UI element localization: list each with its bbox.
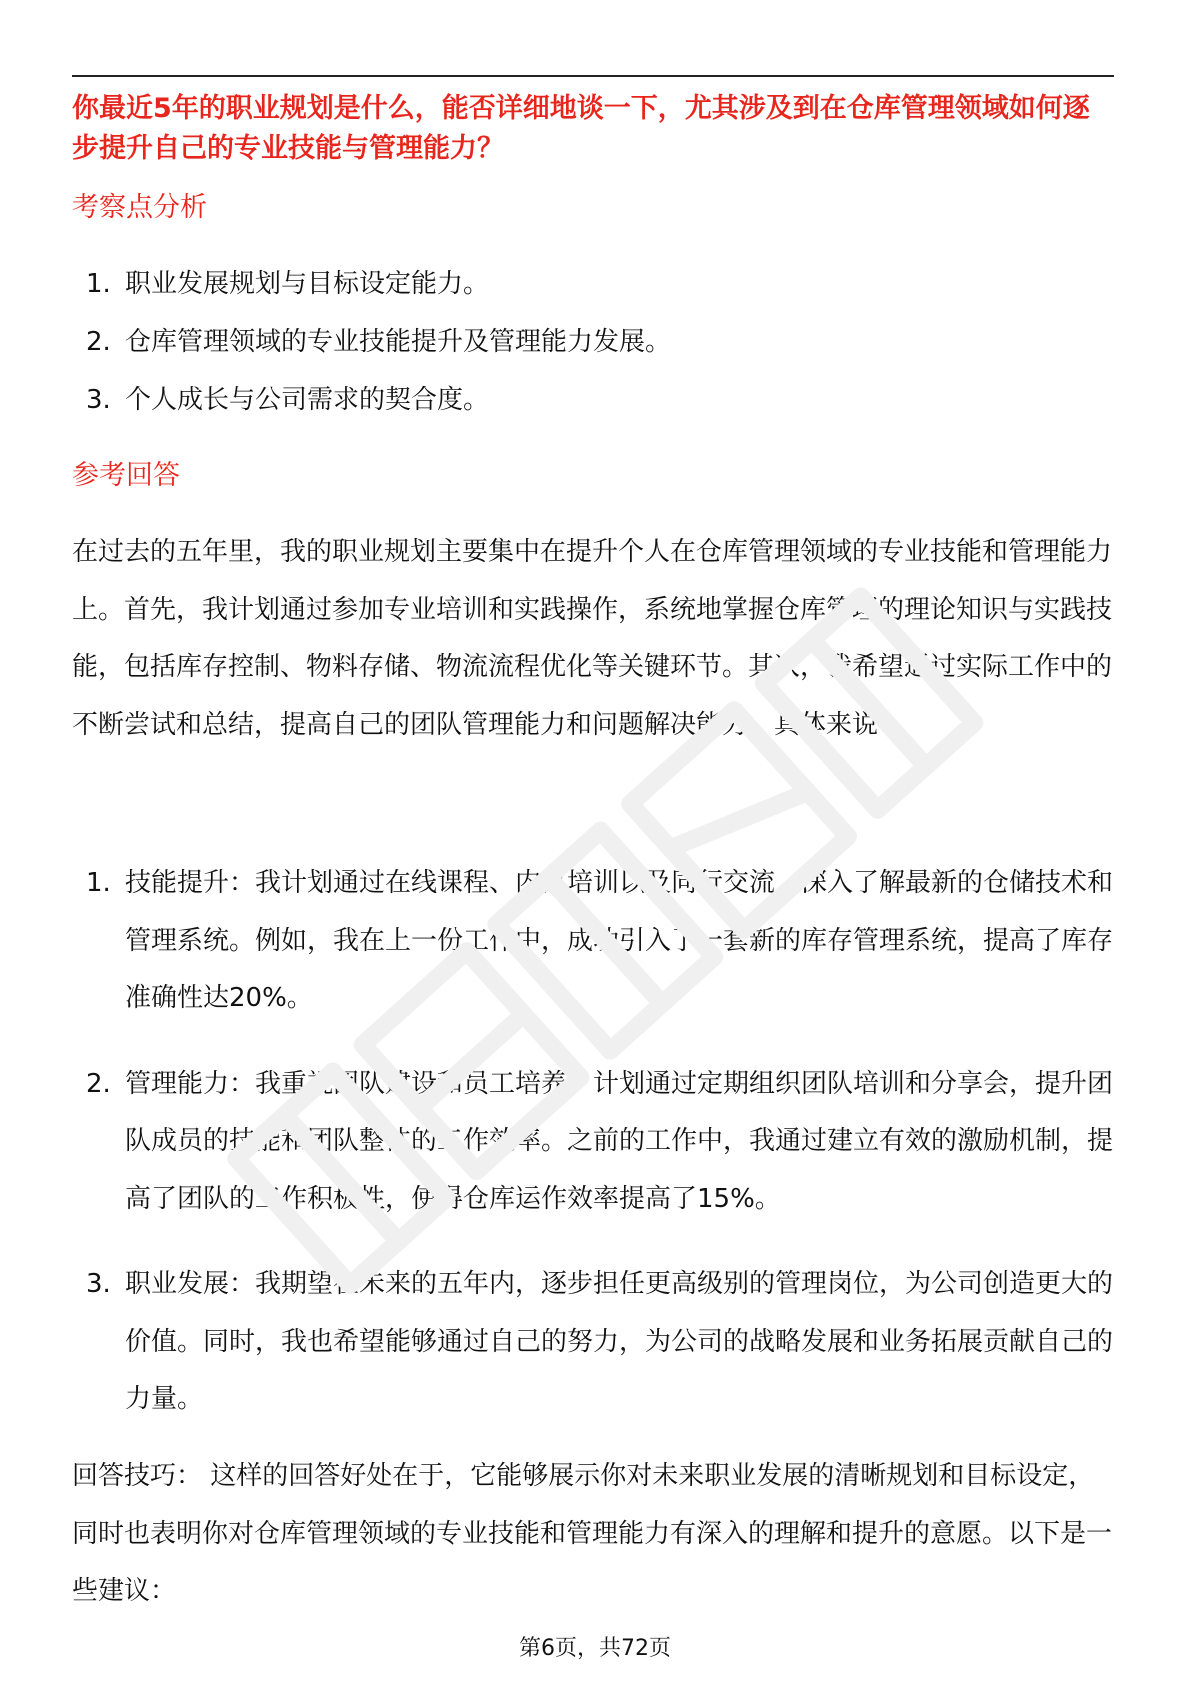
list-text: 技能提升：我计划通过在线课程、内部培训以及同行交流，深入了解最新的仓储技术和管理系统。例如，我在上一份工作中，成功引入了一套新的库存管理系统，提高了库存准确性达20%。 [125,868,1114,1013]
list-item [72,264,1114,322]
intro-paragraph: 在过去的五年里，我的职业规划主要集中在提升个人在仓库管理领域的专业技能和管理能力上。首先，我计划通过参加专业培训和实践操作，系统地掌握仓库管理的理论知识与实践技能，包括库存控制、物料存储、物流流程优化等关键环节。其次，我希望通过实际工作中的不断尝试和总结，提高自己的团队管理能力和问题解决能力。具体来说： [72,537,1113,740]
list-item [72,1056,1114,1229]
tips-paragraph: 回答技巧： 这样的回答好处在于，它能够展示你对未来职业发展的清晰规划和目标设定，同时也表明你对仓库管理领域的专业技能和管理能力有深入的理解和提升的意愿。以下是一些建议： [72,1461,1113,1606]
list-number: 2. [86,327,111,357]
list-number: 3. [86,385,111,415]
question-title: 你最近5年的职业规划是什么，能否详细地谈一下，尤其涉及到在仓库管理领域如何逐步提升自己的专业技能与管理能力？ [72,93,1090,164]
list-item [72,322,1114,380]
list-number: 2. [86,1068,111,1099]
list-text: 职业发展规划与目标设定能力。 [125,269,490,299]
analysis-heading: 考察点分析 [72,192,207,223]
reference-heading: 参考回答 [72,460,180,491]
list-item [72,1256,1114,1429]
list-number: 1. [86,269,111,299]
list-number: 3. [86,1269,111,1299]
answer-list [72,855,1114,1457]
top-divider [72,75,1114,77]
list-item [72,380,1114,438]
list-text: 管理能力：我重视团队建设和员工培养，计划通过定期组织团队培训和分享会，提升团队成员的技能和团队整体的工作效率。之前的工作中，我通过建立有效的激励机制，提高了团队的工作积极性，使得仓库运作效率提高了15%。 [125,1068,1114,1214]
list-text: 个人成长与公司需求的契合度。 [125,385,490,415]
list-text: 仓库管理领域的专业技能提升及管理能力发展。 [125,327,672,357]
list-text: 职业发展：我期望在未来的五年内，逐步担任更高级别的管理岗位，为公司创造更大的价值。同时，我也希望能够通过自己的努力，为公司的战略发展和业务拓展贡献自己的力量。 [125,1269,1114,1414]
list-item [72,855,1114,1028]
document-page [72,0,1114,1684]
list-number: 1. [86,868,111,898]
analysis-list [72,264,1114,438]
page-number-footer: 第6页，共72页 [519,1636,671,1661]
